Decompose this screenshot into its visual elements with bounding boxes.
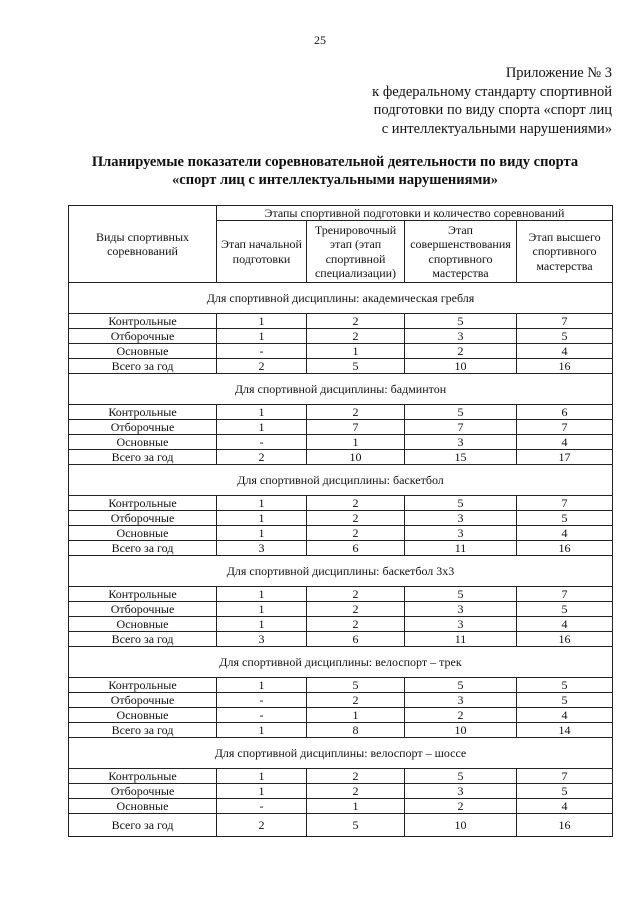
value-cell: 4 bbox=[517, 344, 613, 359]
value-cell: 2 bbox=[405, 344, 517, 359]
value-cell: 5 bbox=[405, 587, 517, 602]
table-row bbox=[69, 314, 613, 329]
section-title: Для спортивной дисциплины: академическая гребля bbox=[69, 283, 613, 314]
value-cell: 2 bbox=[307, 405, 405, 420]
value-cell: 2 bbox=[307, 526, 405, 541]
value-cell: 5 bbox=[517, 329, 613, 344]
title-line: «спорт лиц с интеллектуальными нарушениями» bbox=[172, 172, 498, 188]
value-cell: 4 bbox=[517, 617, 613, 632]
section-title: Для спортивной дисциплины: баскетбол bbox=[69, 465, 613, 496]
value-cell: - bbox=[217, 708, 307, 723]
row-label: Всего за год bbox=[69, 723, 217, 738]
section-row bbox=[69, 738, 613, 769]
value-cell: 2 bbox=[307, 784, 405, 799]
value-cell: 2 bbox=[307, 602, 405, 617]
section-title: Для спортивной дисциплины: бадминтон bbox=[69, 374, 613, 405]
row-label: Контрольные bbox=[69, 314, 217, 329]
table-row bbox=[69, 511, 613, 526]
value-cell: 1 bbox=[217, 329, 307, 344]
table-row bbox=[69, 496, 613, 511]
table-row bbox=[69, 678, 613, 693]
row-label: Всего за год bbox=[69, 814, 217, 837]
value-cell: 2 bbox=[217, 359, 307, 374]
value-cell: 10 bbox=[307, 450, 405, 465]
value-cell: 17 bbox=[517, 450, 613, 465]
value-cell: 3 bbox=[405, 617, 517, 632]
value-cell: 1 bbox=[217, 617, 307, 632]
section-title: Для спортивной дисциплины: велоспорт – трек bbox=[69, 647, 613, 678]
table-row bbox=[69, 602, 613, 617]
table-row bbox=[69, 420, 613, 435]
table-row bbox=[69, 784, 613, 799]
row-label: Основные bbox=[69, 799, 217, 814]
value-cell: 3 bbox=[405, 693, 517, 708]
value-cell: 3 bbox=[405, 526, 517, 541]
table-row bbox=[69, 708, 613, 723]
row-label: Всего за год bbox=[69, 632, 217, 647]
row-label: Отборочные bbox=[69, 602, 217, 617]
value-cell: 7 bbox=[517, 314, 613, 329]
value-cell: 3 bbox=[405, 329, 517, 344]
table-row bbox=[69, 344, 613, 359]
value-cell: - bbox=[217, 435, 307, 450]
value-cell: 3 bbox=[217, 632, 307, 647]
value-cell: 16 bbox=[517, 814, 613, 837]
table-row bbox=[69, 587, 613, 602]
table-row bbox=[69, 359, 613, 374]
value-cell: 3 bbox=[405, 602, 517, 617]
value-cell: 10 bbox=[405, 359, 517, 374]
header-stage-initial: Этап начальной подготовки bbox=[217, 221, 307, 283]
section-row bbox=[69, 465, 613, 496]
table-row bbox=[69, 435, 613, 450]
value-cell: 1 bbox=[217, 496, 307, 511]
row-label: Всего за год bbox=[69, 450, 217, 465]
value-cell: 1 bbox=[307, 708, 405, 723]
value-cell: 4 bbox=[517, 526, 613, 541]
value-cell: 2 bbox=[307, 314, 405, 329]
row-label: Контрольные bbox=[69, 769, 217, 784]
value-cell: 5 bbox=[307, 359, 405, 374]
row-label: Основные bbox=[69, 617, 217, 632]
value-cell: 2 bbox=[307, 693, 405, 708]
section-title: Для спортивной дисциплины: баскетбол 3х3 bbox=[69, 556, 613, 587]
value-cell: 8 bbox=[307, 723, 405, 738]
value-cell: 3 bbox=[217, 541, 307, 556]
value-cell: 5 bbox=[517, 602, 613, 617]
row-label: Отборочные bbox=[69, 511, 217, 526]
value-cell: 1 bbox=[217, 602, 307, 617]
row-label: Контрольные bbox=[69, 678, 217, 693]
value-cell: 3 bbox=[405, 511, 517, 526]
value-cell: 1 bbox=[217, 511, 307, 526]
value-cell: 4 bbox=[517, 435, 613, 450]
value-cell: 3 bbox=[405, 435, 517, 450]
table-row bbox=[69, 329, 613, 344]
table-row bbox=[69, 693, 613, 708]
table-row bbox=[69, 799, 613, 814]
value-cell: 5 bbox=[405, 769, 517, 784]
row-label: Основные bbox=[69, 435, 217, 450]
section-row bbox=[69, 647, 613, 678]
value-cell: 1 bbox=[307, 435, 405, 450]
table-header-row bbox=[69, 206, 613, 221]
header-stage-higher: Этап высшего спортивного мастерства bbox=[517, 221, 613, 283]
value-cell: - bbox=[217, 799, 307, 814]
value-cell: 16 bbox=[517, 541, 613, 556]
header-competition-kinds: Виды спортивных соревнований bbox=[69, 206, 217, 283]
value-cell: 6 bbox=[517, 405, 613, 420]
value-cell: 11 bbox=[405, 541, 517, 556]
value-cell: 1 bbox=[217, 784, 307, 799]
value-cell: 5 bbox=[517, 678, 613, 693]
value-cell: 4 bbox=[517, 799, 613, 814]
value-cell: 6 bbox=[307, 541, 405, 556]
table-row bbox=[69, 632, 613, 647]
value-cell: 2 bbox=[307, 511, 405, 526]
competition-table bbox=[68, 205, 613, 837]
value-cell: 1 bbox=[217, 405, 307, 420]
value-cell: 2 bbox=[307, 587, 405, 602]
value-cell: 1 bbox=[217, 678, 307, 693]
row-label: Контрольные bbox=[69, 587, 217, 602]
row-label: Основные bbox=[69, 526, 217, 541]
value-cell: 1 bbox=[217, 723, 307, 738]
value-cell: 1 bbox=[307, 799, 405, 814]
section-title: Для спортивной дисциплины: велоспорт – шоссе bbox=[69, 738, 613, 769]
value-cell: 5 bbox=[405, 496, 517, 511]
row-label: Всего за год bbox=[69, 359, 217, 374]
table-row bbox=[69, 541, 613, 556]
table-row bbox=[69, 526, 613, 541]
header-stage-training: Тренировочный этап (этап спортивной специализации) bbox=[307, 221, 405, 283]
value-cell: 7 bbox=[517, 587, 613, 602]
row-label: Основные bbox=[69, 344, 217, 359]
value-cell: 11 bbox=[405, 632, 517, 647]
value-cell: 7 bbox=[517, 496, 613, 511]
row-label: Отборочные bbox=[69, 329, 217, 344]
value-cell: 15 bbox=[405, 450, 517, 465]
row-label: Основные bbox=[69, 708, 217, 723]
value-cell: 5 bbox=[405, 405, 517, 420]
value-cell: 3 bbox=[405, 784, 517, 799]
value-cell: 16 bbox=[517, 632, 613, 647]
table-row bbox=[69, 617, 613, 632]
value-cell: - bbox=[217, 693, 307, 708]
value-cell: 2 bbox=[307, 496, 405, 511]
page-number: 25 bbox=[314, 33, 326, 47]
row-label: Отборочные bbox=[69, 420, 217, 435]
value-cell: 14 bbox=[517, 723, 613, 738]
value-cell: 5 bbox=[517, 784, 613, 799]
header-stage-improvement: Этап совершенствования спортивного мастерства bbox=[405, 221, 517, 283]
table-row bbox=[69, 723, 613, 738]
value-cell: 2 bbox=[217, 814, 307, 837]
table-row bbox=[69, 405, 613, 420]
value-cell: 5 bbox=[517, 693, 613, 708]
value-cell: 7 bbox=[517, 420, 613, 435]
row-label: Контрольные bbox=[69, 405, 217, 420]
value-cell: - bbox=[217, 344, 307, 359]
appendix-line: подготовки по виду спорта «спорт лиц bbox=[373, 102, 612, 118]
appendix-line: с интеллектуальными нарушениями» bbox=[381, 120, 612, 137]
value-cell: 5 bbox=[405, 678, 517, 693]
value-cell: 2 bbox=[217, 450, 307, 465]
section-row bbox=[69, 283, 613, 314]
header-stages: Этапы спортивной подготовки и количество соревнований bbox=[217, 206, 613, 221]
value-cell: 1 bbox=[217, 769, 307, 784]
appendix-header bbox=[282, 64, 612, 138]
value-cell: 7 bbox=[307, 420, 405, 435]
row-label: Всего за год bbox=[69, 541, 217, 556]
table-row bbox=[69, 814, 613, 837]
value-cell: 5 bbox=[405, 314, 517, 329]
value-cell: 6 bbox=[307, 632, 405, 647]
appendix-line: к федеральному стандарту спортивной bbox=[372, 83, 612, 100]
value-cell: 5 bbox=[307, 814, 405, 837]
value-cell: 2 bbox=[307, 329, 405, 344]
value-cell: 2 bbox=[405, 708, 517, 723]
appendix-line: Приложение № 3 bbox=[505, 65, 612, 81]
document-title bbox=[40, 153, 630, 189]
value-cell: 2 bbox=[307, 769, 405, 784]
value-cell: 2 bbox=[307, 617, 405, 632]
value-cell: 5 bbox=[517, 511, 613, 526]
value-cell: 7 bbox=[517, 769, 613, 784]
table-row bbox=[69, 769, 613, 784]
title-line: Планируемые показатели соревновательной деятельности по виду спорта bbox=[91, 154, 579, 170]
value-cell: 1 bbox=[217, 420, 307, 435]
value-cell: 1 bbox=[307, 344, 405, 359]
value-cell: 1 bbox=[217, 526, 307, 541]
value-cell: 5 bbox=[307, 678, 405, 693]
value-cell: 1 bbox=[217, 314, 307, 329]
value-cell: 7 bbox=[405, 420, 517, 435]
row-label: Контрольные bbox=[69, 496, 217, 511]
table-row bbox=[69, 450, 613, 465]
value-cell: 10 bbox=[405, 814, 517, 837]
section-row bbox=[69, 374, 613, 405]
section-row bbox=[69, 556, 613, 587]
row-label: Отборочные bbox=[69, 693, 217, 708]
value-cell: 1 bbox=[217, 587, 307, 602]
row-label: Отборочные bbox=[69, 784, 217, 799]
value-cell: 10 bbox=[405, 723, 517, 738]
value-cell: 4 bbox=[517, 708, 613, 723]
value-cell: 2 bbox=[405, 799, 517, 814]
value-cell: 16 bbox=[517, 359, 613, 374]
